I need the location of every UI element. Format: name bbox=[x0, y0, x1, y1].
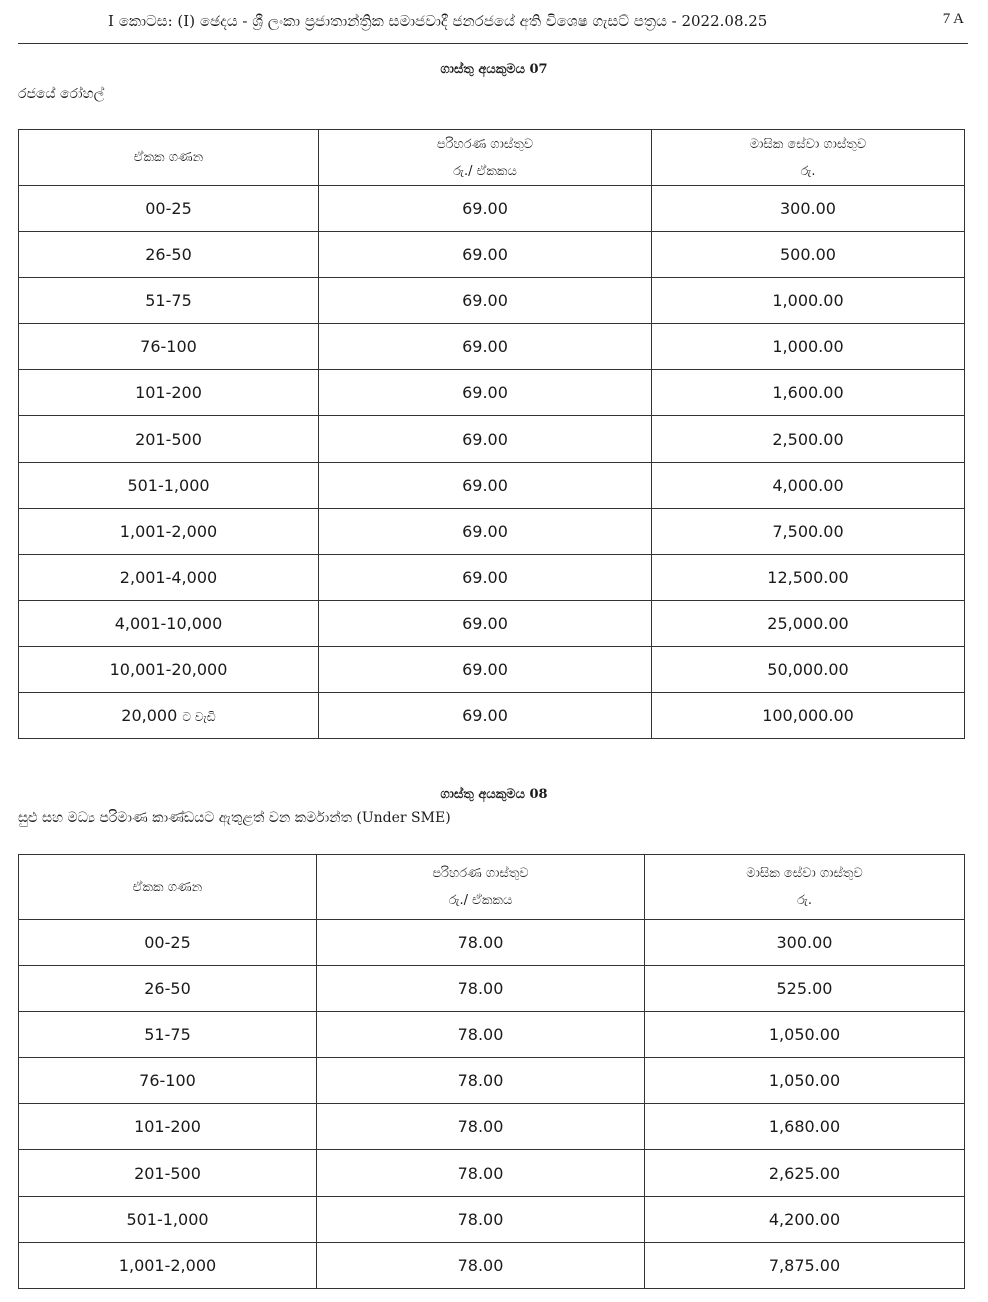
units-value: 1,001-2,000 bbox=[119, 521, 218, 541]
table-row bbox=[19, 1104, 965, 1150]
cell-monthly-charge: 4,200.00 bbox=[645, 1196, 965, 1242]
cell-maintenance-rate: 78.00 bbox=[317, 1242, 645, 1288]
cell-units bbox=[19, 1242, 317, 1288]
units-value: 101-200 bbox=[135, 383, 202, 403]
units-value: 00-25 bbox=[144, 933, 191, 953]
units-value: 10,001-20,000 bbox=[109, 659, 228, 679]
cell-maintenance-rate: 69.00 bbox=[319, 324, 652, 370]
cell-units bbox=[19, 1012, 317, 1058]
gazette-header-title: I කොටස: (I) ඡෙදය - ශ්‍රී ලංකා ප්‍රජාතාන්ත්‍රික සමාජවාදී ජනරජයේ අති විශෙෂ ගැසට් පත්‍රය - 2022.08.25 bbox=[108, 12, 768, 30]
header-maintenance-charge bbox=[319, 130, 652, 186]
cell-units bbox=[19, 324, 319, 370]
table-row bbox=[19, 600, 965, 646]
units-value: 76-100 bbox=[139, 1071, 196, 1091]
cell-units bbox=[19, 186, 319, 232]
cell-units bbox=[19, 600, 319, 646]
units-value: 26-50 bbox=[144, 979, 191, 999]
units-value: 51-75 bbox=[144, 1025, 191, 1045]
schedule-08-title: ගාස්තු අයකුමය 08 bbox=[440, 787, 548, 802]
cell-maintenance-rate: 78.00 bbox=[317, 1196, 645, 1242]
header-units: ඒකක ගණන bbox=[19, 855, 317, 920]
units-value: 26-50 bbox=[145, 245, 192, 265]
cell-maintenance-rate: 78.00 bbox=[317, 1012, 645, 1058]
cell-monthly-charge: 7,500.00 bbox=[652, 508, 965, 554]
cell-maintenance-rate: 78.00 bbox=[317, 1150, 645, 1196]
table-row bbox=[19, 186, 965, 232]
cell-maintenance-rate: 78.00 bbox=[317, 1058, 645, 1104]
header-monthly-line2: රු. bbox=[796, 893, 812, 908]
table-row bbox=[19, 966, 965, 1012]
cell-maintenance-rate: 69.00 bbox=[319, 370, 652, 416]
cell-monthly-charge: 25,000.00 bbox=[652, 600, 965, 646]
cell-monthly-charge: 12,500.00 bbox=[652, 554, 965, 600]
table-header-row bbox=[19, 130, 965, 186]
units-suffix: ට වැඩි bbox=[182, 710, 216, 725]
cell-units bbox=[19, 370, 319, 416]
header-monthly-line1: මාසික සේවා ගාස්තුව bbox=[746, 866, 863, 881]
schedule-07-subtitle: රජයේ රෝහල් bbox=[18, 86, 105, 102]
table-row bbox=[19, 920, 965, 966]
table-row bbox=[19, 1242, 965, 1288]
table-row bbox=[19, 1196, 965, 1242]
cell-maintenance-rate: 69.00 bbox=[319, 508, 652, 554]
table-row bbox=[19, 1058, 965, 1104]
cell-monthly-charge: 1,050.00 bbox=[645, 1012, 965, 1058]
cell-monthly-charge: 525.00 bbox=[645, 966, 965, 1012]
cell-maintenance-rate: 69.00 bbox=[319, 600, 652, 646]
units-value: 4,001-10,000 bbox=[114, 613, 223, 633]
table-row bbox=[19, 508, 965, 554]
tariff-table-07 bbox=[18, 129, 965, 739]
units-value: 1,001-2,000 bbox=[118, 1255, 217, 1275]
cell-maintenance-rate: 78.00 bbox=[317, 920, 645, 966]
cell-maintenance-rate: 69.00 bbox=[319, 186, 652, 232]
cell-units bbox=[19, 232, 319, 278]
units-value: 76-100 bbox=[140, 337, 197, 357]
cell-units bbox=[19, 966, 317, 1012]
units-value: 51-75 bbox=[145, 291, 192, 311]
cell-units bbox=[19, 554, 319, 600]
table-row bbox=[19, 1012, 965, 1058]
table-body bbox=[19, 186, 965, 739]
cell-monthly-charge: 2,625.00 bbox=[645, 1150, 965, 1196]
header-maintenance-charge bbox=[317, 855, 645, 920]
header-monthly-line2: රු. bbox=[800, 163, 816, 179]
cell-maintenance-rate: 69.00 bbox=[319, 646, 652, 692]
cell-units bbox=[19, 693, 319, 739]
cell-units bbox=[19, 646, 319, 692]
table-row bbox=[19, 462, 965, 508]
units-value: 201-500 bbox=[135, 429, 202, 449]
table-row bbox=[19, 646, 965, 692]
header-maintenance-line1: පරිහරණ ගාස්තුව bbox=[432, 866, 529, 881]
cell-monthly-charge: 100,000.00 bbox=[652, 693, 965, 739]
table-row bbox=[19, 554, 965, 600]
cell-maintenance-rate: 78.00 bbox=[317, 1104, 645, 1150]
cell-units bbox=[19, 1196, 317, 1242]
cell-monthly-charge: 1,000.00 bbox=[652, 324, 965, 370]
cell-maintenance-rate: 69.00 bbox=[319, 693, 652, 739]
header-monthly-charge bbox=[652, 130, 965, 186]
units-value: 20,000 bbox=[121, 706, 178, 726]
header-maintenance-line1: පරිහරණ ගාස්තුව bbox=[436, 136, 534, 152]
cell-monthly-charge: 7,875.00 bbox=[645, 1242, 965, 1288]
cell-units bbox=[19, 416, 319, 462]
cell-maintenance-rate: 78.00 bbox=[317, 966, 645, 1012]
cell-maintenance-rate: 69.00 bbox=[319, 416, 652, 462]
header-maintenance-line2: රු./ ඒකකය bbox=[448, 893, 513, 908]
tariff-table-08 bbox=[18, 854, 965, 1289]
table-row bbox=[19, 232, 965, 278]
cell-monthly-charge: 2,500.00 bbox=[652, 416, 965, 462]
schedule-08-subtitle: සුළු සහ මධ්‍ය පරිමාණ කාණ්ඩයට ඇතුළත් වන කර්මාන්ත (Under SME) bbox=[18, 810, 451, 826]
cell-units bbox=[19, 1058, 317, 1104]
table-body bbox=[19, 920, 965, 1289]
header-monthly-line1: මාසික සේවා ගාස්තුව bbox=[749, 136, 867, 152]
page-number: 7 A bbox=[942, 11, 964, 27]
cell-monthly-charge: 4,000.00 bbox=[652, 462, 965, 508]
header-monthly-charge bbox=[645, 855, 965, 920]
cell-units bbox=[19, 1150, 317, 1196]
table-row bbox=[19, 416, 965, 462]
table-row bbox=[19, 693, 965, 739]
header-maintenance-line2: රු./ ඒකකය bbox=[453, 163, 517, 179]
page-header bbox=[18, 0, 968, 44]
cell-monthly-charge: 1,600.00 bbox=[652, 370, 965, 416]
cell-maintenance-rate: 69.00 bbox=[319, 278, 652, 324]
units-value: 501-1,000 bbox=[127, 475, 210, 495]
units-value: 201-500 bbox=[134, 1163, 201, 1183]
cell-monthly-charge: 300.00 bbox=[652, 186, 965, 232]
cell-monthly-charge: 1,680.00 bbox=[645, 1104, 965, 1150]
table-row bbox=[19, 324, 965, 370]
cell-monthly-charge: 50,000.00 bbox=[652, 646, 965, 692]
cell-maintenance-rate: 69.00 bbox=[319, 554, 652, 600]
table-header-row bbox=[19, 855, 965, 920]
cell-monthly-charge: 1,050.00 bbox=[645, 1058, 965, 1104]
units-value: 501-1,000 bbox=[126, 1209, 209, 1229]
cell-maintenance-rate: 69.00 bbox=[319, 462, 652, 508]
cell-maintenance-rate: 69.00 bbox=[319, 232, 652, 278]
cell-units bbox=[19, 1104, 317, 1150]
units-value: 2,001-4,000 bbox=[119, 567, 218, 587]
header-units: ඒකක ගණන bbox=[19, 130, 319, 186]
units-value: 00-25 bbox=[145, 199, 192, 219]
cell-units bbox=[19, 920, 317, 966]
cell-units bbox=[19, 278, 319, 324]
cell-monthly-charge: 500.00 bbox=[652, 232, 965, 278]
cell-units bbox=[19, 508, 319, 554]
table-row bbox=[19, 370, 965, 416]
units-value: 101-200 bbox=[134, 1117, 201, 1137]
table-row bbox=[19, 1150, 965, 1196]
cell-monthly-charge: 1,000.00 bbox=[652, 278, 965, 324]
cell-monthly-charge: 300.00 bbox=[645, 920, 965, 966]
table-row bbox=[19, 278, 965, 324]
cell-units bbox=[19, 462, 319, 508]
schedule-07-title: ගාස්තු අයකුමය 07 bbox=[440, 62, 548, 77]
